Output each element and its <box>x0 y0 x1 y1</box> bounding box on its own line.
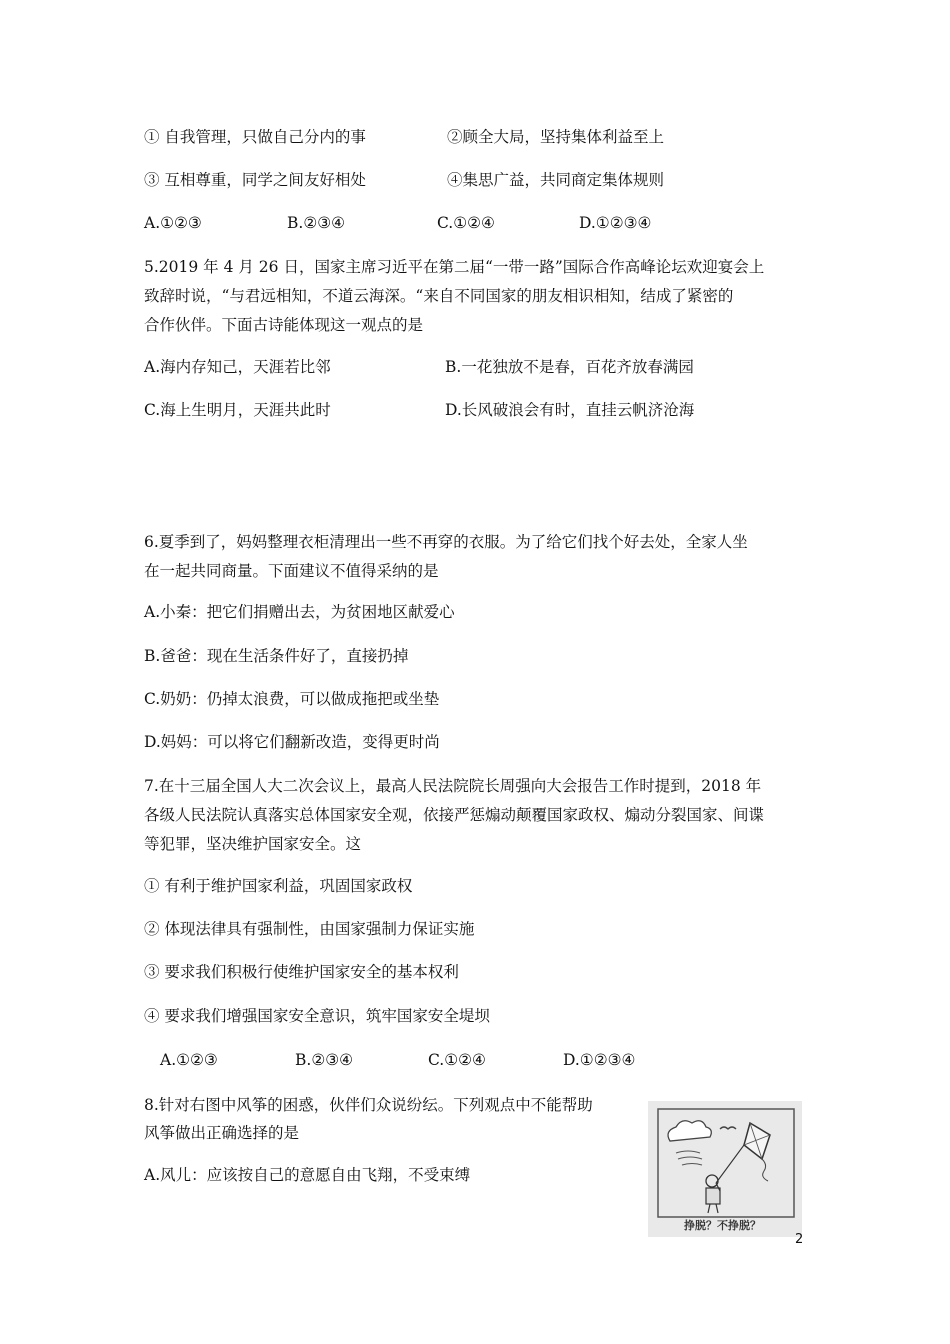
figure-caption: 挣脱？不挣脱？ <box>684 1219 761 1232</box>
q7-option-a: A.①②③ <box>160 1051 218 1069</box>
q5-option-d: D.长风破浪会有时，直挂云帆济沧海 <box>445 401 695 419</box>
q7-statement-3: ③ 要求我们积极行使维护国家安全的基本权利 <box>144 963 459 981</box>
q5-option-c: C.海上生明月，天涯共此时 <box>144 401 331 419</box>
q4-option-d: D.①②③④ <box>579 214 652 232</box>
q4-option-a: A.①②③ <box>144 214 202 232</box>
wind-icon <box>676 1151 702 1165</box>
q7-stem-line-1: 7.在十三届全国人大二次会议上，最高人民法院院长周强向大会报告工作时提到，2018 年 <box>144 777 762 795</box>
kite-icon <box>744 1123 770 1159</box>
q6-option-c: C.奶奶：仍掉太浪费，可以做成拖把或坐垫 <box>144 690 440 708</box>
q4-statement-2: ②顾全大局，坚持集体利益至上 <box>447 128 665 146</box>
q7-stem-line-3: 等犯罪，坚决维护国家安全。这 <box>144 835 362 853</box>
q6-stem-line-1: 6.夏季到了，妈妈整理衣柜清理出一些不再穿的衣服。为了给它们找个好去处，全家人坐 <box>144 533 748 551</box>
q6-option-b: B.爸爸：现在生活条件好了，直接扔掉 <box>144 647 409 665</box>
cloud-icon <box>668 1121 711 1141</box>
q8-stem-line-2: 风筝做出正确选择的是 <box>144 1124 300 1142</box>
bird-icon <box>720 1127 736 1129</box>
q8-stem-line-1: 8.针对右图中风筝的困惑，伙伴们众说纷纭。下列观点中不能帮助 <box>144 1096 593 1114</box>
q6-option-a: A.小秦：把它们捐赠出去，为贫困地区献爱心 <box>144 603 455 621</box>
kite-illustration <box>648 1101 802 1237</box>
q5-option-a: A.海内存知己，天涯若比邻 <box>144 358 331 376</box>
q4-option-b: B.②③④ <box>287 214 346 232</box>
q4-statement-4: ④集思广益，共同商定集体规则 <box>447 171 665 189</box>
q4-option-c: C.①②④ <box>437 214 495 232</box>
page-number: 2 <box>795 1232 804 1247</box>
q8-option-a: A.风儿：应该按自己的意愿自由飞翔，不受束缚 <box>144 1166 471 1184</box>
q7-statement-1: ① 有利于维护国家利益，巩固国家政权 <box>144 877 413 895</box>
q7-option-c: C.①②④ <box>428 1051 486 1069</box>
q7-option-d: D.①②③④ <box>563 1051 636 1069</box>
q6-option-d: D.妈妈：可以将它们翻新改造，变得更时尚 <box>144 733 440 751</box>
q7-option-b: B.②③④ <box>295 1051 354 1069</box>
q4-statement-3: ③ 互相尊重，同学之间友好相处 <box>144 171 366 189</box>
q5-option-b: B.一花独放不是春，百花齐放春满园 <box>445 358 694 376</box>
q5-stem-line-1: 5.2019 年 4 月 26 日，国家主席习近平在第二届“一带一路”国际合作高峰论坛欢迎宴会上 <box>144 258 765 276</box>
q7-stem-line-2: 各级人民法院认真落实总体国家安全观，依接严惩煽动颠覆国家政权、煽动分裂国家、间谍 <box>144 806 765 824</box>
q5-stem-line-2: 致辞时说，“与君远相知，不道云海深。“来自不同国家的朋友相识相知，结成了紧密的 <box>144 287 734 305</box>
kite-string <box>716 1145 744 1183</box>
q5-stem-line-3: 合作伙伴。下面古诗能体现这一观点的是 <box>144 316 424 334</box>
q7-statement-4: ④ 要求我们增强国家安全意识，筑牢国家安全堤坝 <box>144 1007 490 1025</box>
q4-statement-1: ① 自我管理，只做自己分内的事 <box>144 128 366 146</box>
q6-stem-line-2: 在一起共同商量。下面建议不值得采纳的是 <box>144 562 439 580</box>
child-body-icon <box>706 1188 720 1204</box>
q7-statement-2: ② 体现法律具有强制性，由国家强制力保证实施 <box>144 920 475 938</box>
child-head-icon <box>706 1175 718 1187</box>
